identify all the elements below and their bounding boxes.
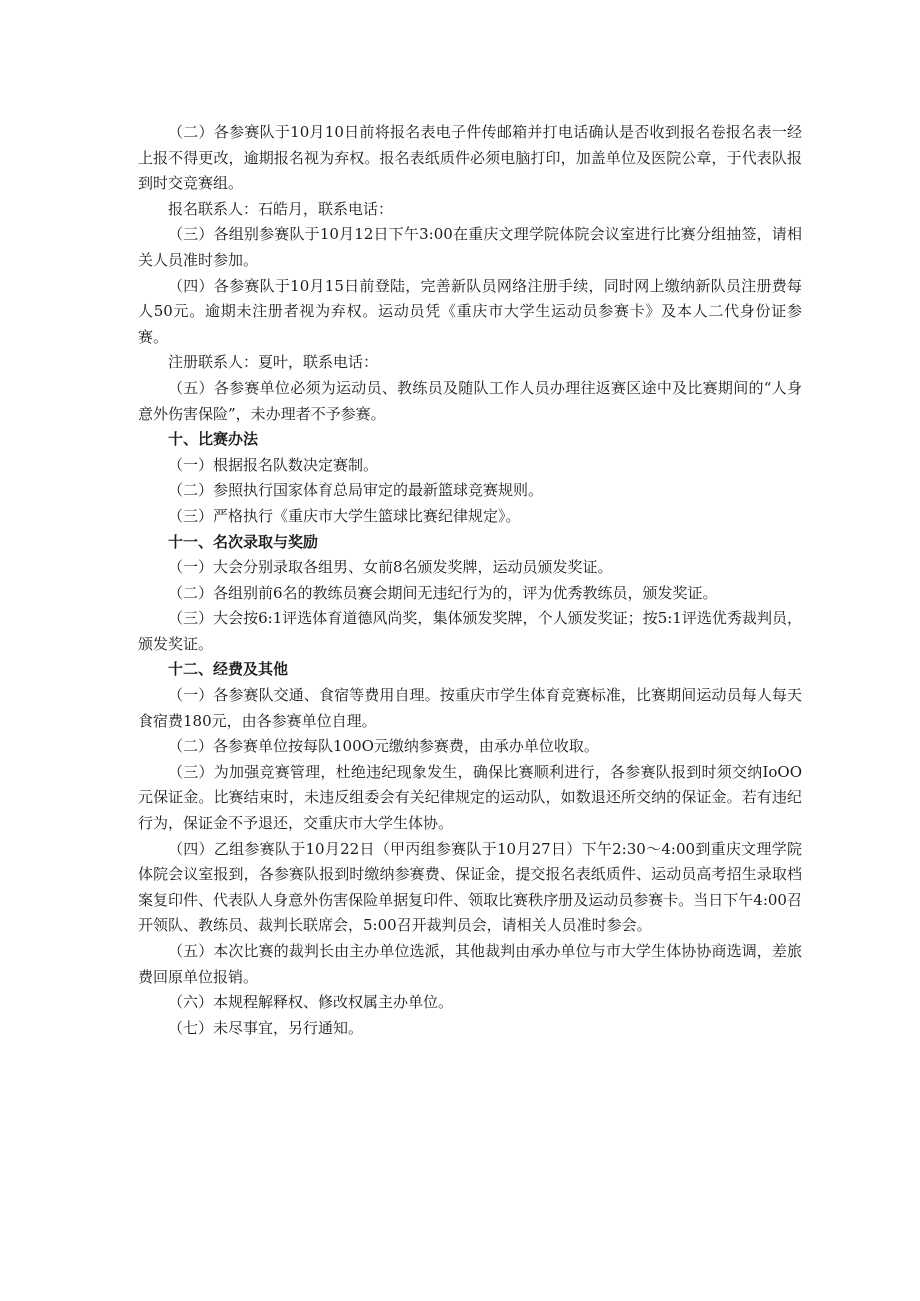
paragraph-insurance: （五）各参赛单位必须为运动员、教练员及随队工作人员办理往返赛区途中及比赛期间的“人身意外伤害保险”，未办理者不予参赛。 xyxy=(138,378,802,423)
section-heading-ranking-awards: 十一、名次录取与奖励 xyxy=(168,532,319,551)
paragraph-check-in: （四）乙组参赛队于10月22日（甲丙组参赛队于10月27日）下午2:30～4:00到重庆文理学院体院会议室报到，各参赛队报到时缴纳参赛费、保证金，提交报名表纸质件、运动员高考招生录取档案复印件、代表队人身意外伤害保险单据复印件、领取比赛秩序册及运动员参赛卡。当日下午4:00召开领队、教练员、裁判长联席会，5:00召开裁判员会，请相关人员准时参会。 xyxy=(138,839,802,935)
paragraph-registration-email: （二）各参赛队于10月10日前将报名表电子件传邮箱并打电话确认是否收到报名卷报名表一经上报不得更改，逾期报名视为弃权。报名表纸质件必须电脑打印，加盖单位及医院公章，于代表队报到时交竞赛组。 xyxy=(138,123,802,193)
paragraph-interpretation: （六）本规程解释权、修改权属主办单位。 xyxy=(168,993,454,1012)
paragraph-sportsmanship-award: （三）大会按6:1评选体育道德风尚奖，集体颁发奖牌，个人颁发奖证；按5:1评选优秀裁判员，颁发奖证。 xyxy=(138,609,802,653)
paragraph-entry-fee: （二）各参赛单位按每队100O元缴纳参赛费，由承办单位收取。 xyxy=(168,737,599,756)
paragraph-deposit: （三）为加强竞赛管理，杜绝违纪现象发生，确保比赛顺利进行，各参赛队报到时须交纳IoOO元保证金。比赛结束时，未违反组委会有关纪律规定的运动队，如数退还所交纳的保证金。若有违纪行为，保证金不予退还，交重庆市大学生体协。 xyxy=(138,762,802,833)
paragraph-medals: （一）大会分别录取各组男、女前8名颁发奖牌，运动员颁发奖证。 xyxy=(168,558,613,577)
section-heading-funding: 十二、经费及其他 xyxy=(168,660,289,679)
paragraph-coach-award: （二）各组别前6名的教练员赛会期间无违纪行为的，评为优秀教练员，颁发奖证。 xyxy=(168,583,718,602)
paragraph-registration-contact-2: 注册联系人：夏叶，联系电话： xyxy=(168,353,379,372)
document-body xyxy=(138,120,802,1041)
paragraph-format: （一）根据报名队数决定赛制。 xyxy=(168,455,379,474)
paragraph-referees: （五）本次比赛的裁判长由主办单位选派，其他裁判由承办单位与市大学生体协协商选调，差旅费回原单位报销。 xyxy=(138,942,802,986)
paragraph-other-matters: （七）未尽事宜，另行通知。 xyxy=(168,1018,364,1037)
paragraph-expenses: （一）各参赛队交通、食宿等费用自理。按重庆市学生体育竞赛标准，比赛期间运动员每人每天食宿费180元，由各参赛单位自理。 xyxy=(138,686,802,730)
paragraph-online-registration: （四）各参赛队于10月15日前登陆，完善新队员网络注册手续，同时网上缴纳新队员注册费每人50元。逾期未注册者视为弃权。运动员凭《重庆市大学生运动员参赛卡》及本人二代身份证参赛。 xyxy=(138,276,802,346)
paragraph-rules: （二）参照执行国家体育总局审定的最新篮球竞赛规则。 xyxy=(168,481,544,500)
paragraph-registration-contact: 报名联系人：石皓月，联系电话： xyxy=(168,199,394,218)
paragraph-discipline: （三）严格执行《重庆市大学生篮球比赛纪律规定》。 xyxy=(168,506,521,525)
section-heading-competition-method: 十、比赛办法 xyxy=(168,430,259,449)
paragraph-draw: （三）各组别参赛队于10月12日下午3:00在重庆文理学院体院会议室进行比赛分组抽签，请相关人员准时参加。 xyxy=(138,225,802,269)
